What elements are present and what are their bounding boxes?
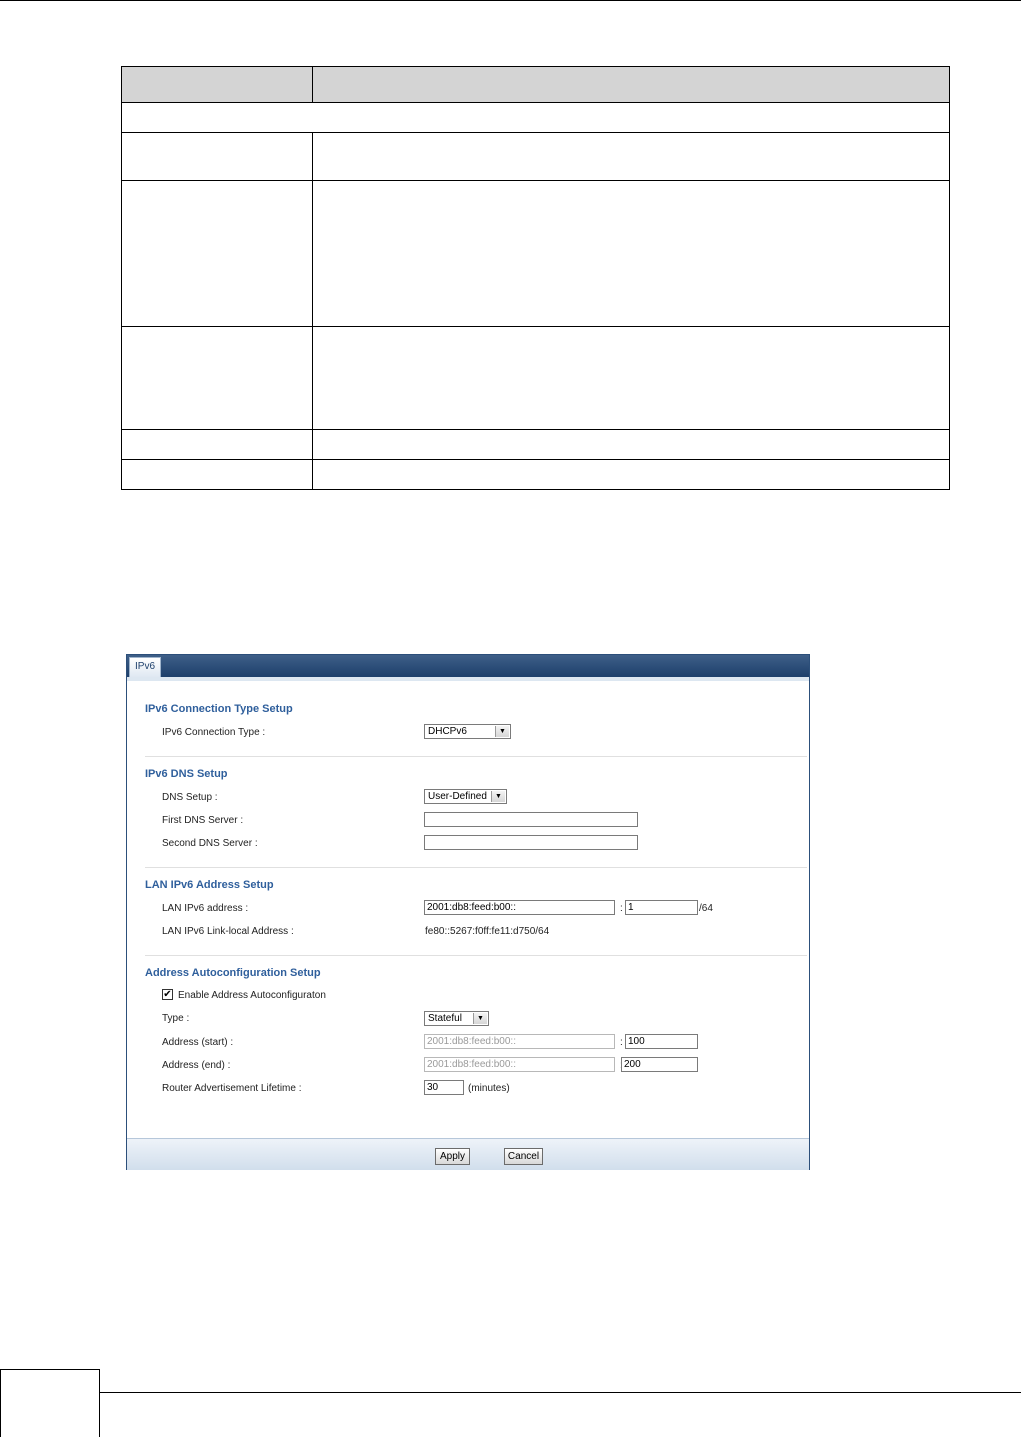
dns-section-title: IPv6 DNS Setup	[145, 768, 228, 780]
header-rule	[0, 0, 1021, 1]
enable-autoconfig-label: Enable Address Autoconfiguraton	[178, 990, 326, 1001]
address-end-input[interactable]: 200	[621, 1057, 698, 1072]
ipv6-screen	[126, 654, 810, 1170]
section-divider	[145, 955, 807, 956]
connection-type-value: DHCPv6	[428, 726, 467, 737]
type-label: Type :	[162, 1013, 190, 1024]
tab-ipv6[interactable]: IPv6	[129, 657, 161, 677]
connection-type-select[interactable]	[424, 724, 511, 739]
lan-address-suffix-input[interactable]: 1	[625, 900, 698, 915]
address-start-separator: :	[620, 1037, 623, 1048]
dns-setup-label: DNS Setup :	[162, 792, 218, 803]
footer-rule	[100, 1392, 1021, 1393]
table-row	[122, 460, 950, 490]
tab-underline	[127, 677, 809, 681]
address-start-label: Address (start) :	[162, 1037, 234, 1048]
lifetime-input[interactable]: 30	[424, 1080, 464, 1095]
enable-autoconfig-checkbox[interactable]: ✔	[163, 989, 172, 1000]
table-section-row	[122, 103, 950, 133]
address-end-prefix-input: 2001:db8:feed:b00::	[424, 1057, 615, 1072]
first-dns-label: First DNS Server :	[162, 815, 244, 826]
table-row	[122, 181, 950, 327]
page-number-box	[0, 1369, 100, 1437]
autoconfig-section-title: Address Autoconfiguration Setup	[145, 967, 321, 979]
lifetime-unit: (minutes)	[468, 1083, 510, 1094]
section-divider	[145, 756, 807, 757]
dns-setup-select[interactable]	[424, 789, 507, 804]
dns-setup-value: User-Defined	[428, 791, 487, 802]
lan-section-title: LAN IPv6 Address Setup	[145, 879, 274, 891]
type-value: Stateful	[428, 1013, 462, 1024]
second-dns-label: Second DNS Server :	[162, 838, 258, 849]
section-divider	[145, 867, 807, 868]
description-table	[121, 66, 950, 490]
address-start-prefix-input: 2001:db8:feed:b00::	[424, 1034, 615, 1049]
address-end-label: Address (end) :	[162, 1060, 231, 1071]
chevron-down-icon: ▼	[491, 791, 505, 802]
table-row	[122, 133, 950, 181]
type-select[interactable]	[424, 1011, 489, 1026]
connection-type-section-title: IPv6 Connection Type Setup	[145, 703, 293, 715]
apply-button[interactable]: Apply	[435, 1148, 470, 1165]
table-header-row	[122, 67, 950, 103]
tab-bar	[127, 655, 809, 677]
table-row	[122, 430, 950, 460]
cancel-button[interactable]: Cancel	[504, 1148, 543, 1165]
chevron-down-icon: ▼	[473, 1013, 487, 1024]
lan-address-prefix-input[interactable]: 2001:db8:feed:b00::	[424, 900, 615, 915]
first-dns-input[interactable]	[424, 812, 638, 827]
lan-address-separator: :	[620, 903, 623, 914]
link-local-label: LAN IPv6 Link-local Address :	[162, 926, 294, 937]
table-row	[122, 327, 950, 430]
connection-type-label: IPv6 Connection Type :	[162, 727, 266, 738]
address-start-input[interactable]: 100	[625, 1034, 698, 1049]
lan-prefix-length: /64	[699, 903, 713, 914]
second-dns-input[interactable]	[424, 835, 638, 850]
lan-address-label: LAN IPv6 address :	[162, 903, 249, 914]
button-bar	[127, 1138, 809, 1170]
lifetime-label: Router Advertisement Lifetime :	[162, 1083, 302, 1094]
chevron-down-icon: ▼	[495, 726, 509, 737]
link-local-value: fe80::5267:f0ff:fe11:d750/64	[425, 926, 550, 937]
